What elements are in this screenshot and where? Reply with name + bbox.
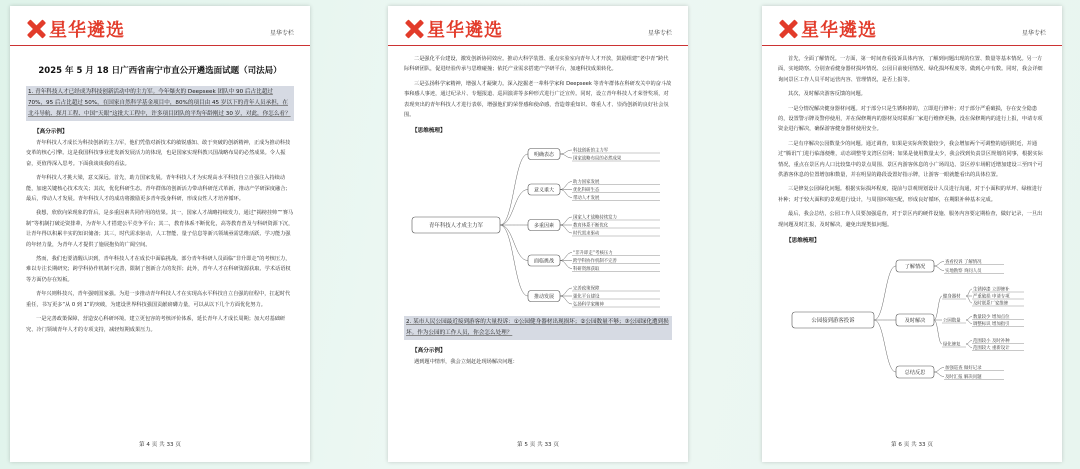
mind-map-leaf: 助力国家发展: [573, 180, 600, 186]
header-label: 星华专栏: [269, 30, 294, 37]
section-heading: 【高分示例】: [412, 348, 446, 355]
mind-map-branch-label: 意义重大: [533, 187, 555, 194]
mind-map-leaf: 跨学科协作机制不完善: [573, 259, 617, 265]
page-footer: 第 5 页 共 33 页: [517, 442, 559, 448]
answer-paragraph: 青年科技人才成长为科技创新的主力军，他们凭借对新技术的敏锐感知、敢于突破的创新精神，正成为推动科技变革的核心引擎。这是我国科技事业迸发新发展活力的体现，也是国家实现科教兴国战略布局的必然成果。令人振奋，更值得深入思考。下面我谈谈我的看法。: [26, 140, 291, 167]
answer-paragraph: 二是有序解决公园数量少的问题。通过调查，如果是实际所数量较少，我会增加两个可调整的通用附近，并通过“腾讯”门进行临落便维，动态调整等支湾区位网；如果是使用数量太少，我会找到负责景区规划的同事，根据实际情况，重点在景区内人口比较集中的景点周围、景区内游客休息的小广场周边、景区停车场附近增加建设三至四个可供游客休息的位置增加和数量，并在明显的路段设置好指示牌，让游客一眼就能看出的具体位置。: [778, 140, 1043, 179]
answer-paragraph: 三是修复公园绿化问题。根据实际损坏程度，提前与景观规划设计人员进行沟通，对于小面积的草坪、绿植进行补种；对于较大面积的景观进行设计，与周围环境匹配，形成良好循环，在期限补种基本完成。: [778, 186, 1043, 203]
mind-map-leaf: 完善政策保障: [573, 286, 600, 292]
mind-map-connector: [934, 262, 944, 267]
mind-map-leaf: 严重破损 申请专项: [973, 294, 1010, 300]
mind-map-branch-label: 多重因素: [533, 223, 555, 230]
mind-map-connector: [560, 150, 572, 154]
brand-name: 星华遴选: [427, 20, 503, 41]
mind-map-connector: [934, 372, 944, 377]
logo-x-icon: [778, 19, 798, 39]
page-header: [762, 6, 1062, 46]
answer-paragraph: 最后，我会总结，公园工作人员要加强巡查，对于景区内的硬件设施、服务内容要定期检查，做好记录，一旦出现问题及时汇报，及时解决，避免出现类似问题。: [778, 211, 1043, 228]
mind-map-leaf: 实地勘察 询问人员: [945, 269, 982, 275]
answer-paragraph: 首先，全面了解情况。一方面，第一时间查看投诉具体内容，了解到问题出现的位置、数量等基本情况。另一方面，实地勘察。分别查看健身器材损坏情况、公园目前使用情况、绿化损坏程度等。做到心中有数。同时，我会详细询问景区工作人员平时运营内容、管理情况，是否上报等。: [778, 56, 1043, 83]
document-page-5: [388, 6, 688, 462]
answer-paragraph: 三是弘扬科学家精神，增强人才凝聚力。深入挖掘老一辈科学家和 Deepseek 等青年群体在科研攻关中的奋斗故事和感人事迹，通过纪录片、专题报道、巡回演讲等多种形式进行广泛宣传。同时，设立青年科技人才荣誉奖项，对表现突出的青年科技人才进行表彰，增强他们的荣誉感和使命感，营造尊重知识、尊重人才、崇尚创新的良好社会氛围。: [404, 80, 672, 119]
mind-map-leaf: 弘扬科学家精神: [573, 302, 604, 308]
mind-map-connector: [500, 190, 528, 226]
mind-map-leaf: “非升即走”考核压力: [573, 251, 613, 257]
mind-map-leaf: 及时联系厂家维修: [973, 301, 1009, 307]
mind-map-connector: [560, 261, 572, 269]
brand-name: 星华遴选: [49, 20, 125, 41]
mind-map-connector: [560, 296, 572, 304]
page-header: [10, 6, 310, 46]
mind-map-leaf: 绿化修复: [943, 342, 961, 348]
mind-map-leaf: 科技创新的主力军: [573, 148, 609, 154]
brand-logo: [26, 16, 125, 42]
brand-logo: [778, 16, 877, 42]
mind-map-connector: [560, 253, 572, 261]
mind-map-connector: [500, 225, 528, 296]
mind-map-branch-label: 明确表态: [533, 152, 555, 159]
mind-map-leaf: 公园数量: [943, 318, 961, 324]
logo-x-icon: [404, 19, 424, 39]
mind-map-connector: [874, 266, 896, 320]
page-header: [388, 6, 688, 46]
mind-map-connector: [560, 225, 572, 233]
mind-map-connector: [560, 190, 572, 198]
answer-paragraph: 青年兴则科技兴，青年强则国家强。为进一步推动青年科技人才在实现高水平科技自立自强的征程中，扛起时代重任，书写更多“从 0 到 1”的突破，为建设世界科技强国贡献磅礴力量，可以从以下几个方面优化努力。: [26, 291, 291, 308]
mind-map-leaf: 强化平台建设: [573, 294, 600, 300]
brand-name: 星华遴选: [801, 20, 877, 41]
mind-map-connector: [560, 182, 572, 190]
mind-map-root-label: 青年科技人才成主力军: [429, 223, 483, 230]
mind-map-leaf: 带动人才发展: [573, 196, 600, 202]
mind-map-svg: [778, 250, 1046, 390]
section-heading: 【思维梳理】: [412, 128, 446, 135]
mind-map-leaf: 范围较小 及时补种: [973, 339, 1010, 345]
mind-map-connector: [934, 296, 942, 320]
logo-x-icon: [26, 19, 46, 39]
mind-map-leaf: 范围较大 重新设计: [973, 346, 1010, 352]
mind-map-connector: [500, 225, 528, 261]
mind-map-connector: [966, 289, 972, 296]
mind-map-connector: [560, 154, 572, 158]
page-footer: 第 4 页 共 33 页: [139, 442, 181, 448]
mind-map-leaf: 教育体系不断优化: [573, 223, 609, 229]
question-1: 1. 青年科技人才已经成为科技创新活动中的主力军。今年爆火的 Deepseek 团队中 90 后占比超过 70%，95 后占比超过 50%，在国家自然科学基金项目中，80%的项目由 45 岁以下的青年人员承担，在北斗导航、探月工程、中国“天眼”这批大工程中，许多项目团队的平均年龄刚过 30 岁，对此，你怎么看？: [26, 86, 294, 121]
mind-map-leaf: 时代需求驱动: [573, 231, 600, 237]
mind-map-connector: [500, 154, 528, 225]
mind-map-branch-label: 推动发展: [533, 294, 555, 301]
answer-paragraph: 一是完善政策保障，营造安心科研环境。建立更包容的考核评价体系，延长青年人才成长周期；加大对基础研究、冷门领域青年人才的专项支持，减轻短期成果压力。: [26, 316, 286, 333]
mind-map-branch-label: 了解情况: [904, 263, 926, 270]
mind-map-leaf: 查看投诉 了解情况: [945, 260, 982, 266]
document-page-6: [762, 6, 1062, 462]
mind-map-connector: [934, 266, 944, 271]
question-2: 2. 某市人民公园最近接到游客的大量投诉：①公园健身器材出现损坏；②公园数量不够；③公园绿化遭到损坏。作为公园的工作人员，你会怎么处理？: [404, 316, 672, 340]
brand-logo: [404, 16, 503, 42]
mind-map-connector: [934, 320, 942, 344]
mind-map-branch-label: 总结反思: [904, 369, 926, 376]
mind-map-leaf: 科研资源获取: [573, 267, 600, 273]
exam-title: 2025 年 5 月 18 日广西省南宁市直公开遴选面试题（司法局）: [38, 66, 282, 76]
mind-map-connector: [966, 341, 972, 345]
mind-map-connector: [966, 320, 972, 324]
mind-map-leaf: 加强巡查 做好记录: [945, 366, 982, 372]
page-footer: 第 6 页 共 33 页: [891, 442, 933, 448]
document-page-4: [10, 6, 310, 462]
answer-paragraph: 我想，欣欣向荣现象的背后，是多重因素共同作用的结果。其一，国家人才战略持续发力，通过“揭榜挂帅”“赛马制”等机制打破论资排辈，为青年人才搭建公平竞争平台；其二，教育体系不断优化，高等教育普及与科研资源下沉，让青年得以积累丰实的知识储备；其三，时代需求驱动，人工智能、量子信息等新兴领域亟需思维活跃、学习能力强的年轻力量，为青年人才提供了施展抱负的广阔空间。: [26, 210, 294, 248]
section-heading: 【高分示例】: [34, 129, 68, 135]
mind-map-leaf: 生锈掉漆 立即修补: [973, 287, 1010, 293]
header-label: 星华专栏: [647, 30, 672, 37]
answer-paragraph: 一是分情况解决健身器材问题。对于部分只是生锈和掉的，立即进行修补；对于部分严重破损，存在安全隐患的，设置警示牌及警停使用，并在保修期内的器材及时联系厂家进行维修更换，没在保修期内的进行上报，申请专项资金进行解决，确保游客健身器材使用安全。: [778, 105, 1043, 133]
section-heading: 【思维梳理】: [786, 238, 820, 245]
answer-paragraph: 青年科技人才挑大梁，意义深远。首先，助力国家发展。青年科技人才为实现高水平科技自立自强注入持续动能，加速关键核心技术攻关；其次，优化科研生态。青年群体的创新活力带动科研范式革新，推动产学研深度融合；最后，带动人才发展。青年科技人才的成功将激励更多青年投身科研，形成良性人才培养循环。: [26, 175, 291, 203]
mind-map-connector: [966, 344, 972, 348]
mind-map: [404, 140, 672, 310]
mind-map-leaf: 调整标识 增加指引: [973, 322, 1010, 328]
mind-map-root-label: 公园接到游客投诉: [811, 317, 855, 324]
mind-map-branch-label: 面临挑战: [533, 258, 555, 265]
mind-map-branch-label: 及时解决: [904, 317, 926, 324]
mind-map-connector: [874, 320, 896, 372]
mind-map-svg: [404, 140, 672, 310]
mind-map-connector: [560, 217, 572, 225]
answer-paragraph: 其次，及时解决游客反馈的问题。: [788, 91, 866, 98]
mind-map-connector: [560, 288, 572, 296]
mind-map: [778, 250, 1046, 390]
mind-map-leaf: 优化科研生态: [573, 188, 600, 194]
mind-map-connector: [966, 317, 972, 321]
mind-map-leaf: 健身器材: [943, 294, 961, 300]
answer-paragraph: 遇到题中情形，我会立刻赶赴现场解决问题：: [414, 359, 518, 366]
mind-map-leaf: 国家人才战略持续发力: [573, 215, 617, 221]
mind-map-leaf: 数量较少 增加点位: [973, 315, 1010, 321]
mind-map-leaf: 国家战略布局的必然成果: [573, 156, 622, 162]
answer-paragraph: 二是强化平台建设，激发创新协同效应。推动大科学装置、重点实验室向青年人才开放，鼓励组建“老中青”跨代际科研团队，促进经验传承与思维碰撞；依托产业需求搭建产学研平台，加速科技成果转化。: [404, 56, 669, 73]
mind-map-connector: [966, 296, 972, 303]
mind-map-leaf: 及时汇报 解决问题: [945, 375, 982, 381]
header-label: 星华专栏: [1021, 30, 1046, 37]
mind-map-connector: [934, 368, 944, 373]
answer-paragraph: 然而，我们也要清醒认识到，青年科技人才在成长中面临挑战。部分青年科研人员面临“非升即走”的考核压力，难以专注长期研究；跨学科协作机制不完善，限制了创新合力的发挥；此外，青年人才在科研资源获取、学术话语权等方面仍存在短板。: [26, 256, 291, 283]
